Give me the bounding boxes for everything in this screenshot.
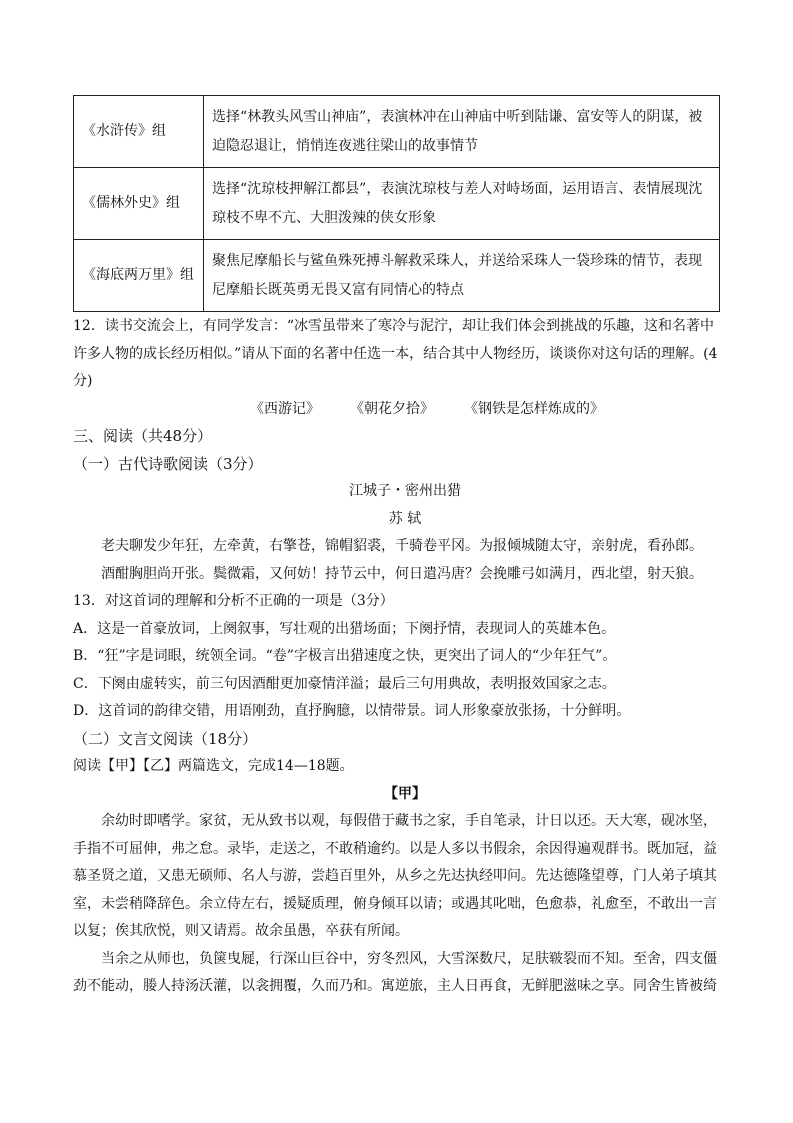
poem-line-1: 老夫聊发少年狂，左牵黄，右擎苍，锦帽貂裘，千骑卷平冈。为报倾城随太守，亲射虎，看孙郎。 [101,538,703,554]
group-name-cell: 《海底两万里》组 [74,240,204,312]
passage-jia-paragraph-2: 当余之从师也，负箧曳屣，行深山巨谷中，穷冬烈风，大雪深数尺，足肤皲裂而不知。至舍，四支僵劲不能动，媵人持汤沃灌，以衾拥覆，久而乃和。寓逆旅，主人日再食，无鲜肥滋味之享。同舍生皆被绮 [73,950,717,994]
part-2-title: （二）文言文阅读（18分） [73,729,258,748]
option-d: D．这首词的韵律交错，用语刚劲，直抒胸臆，以情带景。词人形象豪放张扬，十分鲜明。 [73,703,631,719]
book-title: 《钢铁是怎样炼成的》 [464,400,604,417]
option-c: C．下阕由虚转实，前三句因酒酣更加豪情洋溢；最后三句用典故，表明报效国家之志。 [73,675,616,692]
passage-jia-label: 【甲】 [384,785,426,802]
reading-instructions: 阅读【甲】【乙】两篇选文，完成14—18题。 [73,758,354,774]
group-content-cell: 选择“林教头风雪山神庙”，表演林冲在山神庙中听到陆谦、富安等人的阴谋，被迫隐忍退让，悄悄连夜逃往梁山的故事情节 [204,96,720,168]
option-b: B．“狂”字是词眼，统领全词。“卷”字极言出猎速度之快，更突出了词人的“少年狂气”。 [73,648,617,664]
section-3-title: 三、阅读（共48分） [73,427,213,445]
book-list [131,396,723,424]
group-content-cell: 聚焦尼摩船长与鲨鱼殊死搏斗解救采珠人，并送给采珠人一袋珍珠的情节，表现尼摩船长既英勇无畏又富有同情心的特点 [204,240,720,312]
table-row [74,96,720,168]
question-13-options [73,616,723,726]
poem-line-2: 酒酣胸胆尚开张。鬓微霜，又何妨！持节云中，何日遣冯唐？会挽雕弓如满月，西北望，射天狼。 [101,565,703,582]
passage-jia-paragraph-1: 余幼时即嗜学。家贫，无从致书以观，每假借于藏书之家，手自笔录，计日以还。天大寒，砚冰坚，手指不可屈伸，弗之怠。录毕，走送之，不敢稍逾约。以是人多以书假余，余因得遍观群书。既加冠，益慕圣贤之道，又患无硕师、名人与游，尝趋百里外，从乡之先达执经叩问。先达德隆望尊，门人弟子填其室，未尝稍降辞色。余立侍左右，援疑质理，俯身倾耳以请；或遇其叱咄，色愈恭，礼愈至，不敢出一言以复；俟其欣悦，则又请焉。故余虽愚，卒获有所闻。 [73,813,717,939]
question-12-text: 12．读书交流会上，有同学发言：“冰雪虽带来了寒冷与泥泞，却让我们体会到挑战的乐趣，这和名著中许多人物的成长经历相似。”请从下面的名著中任选一本，结合其中人物经历，谈谈你对这句话的理解。(4分) [73,318,718,389]
table-row [74,168,720,240]
group-content-cell: 选择“沈琼枝押解江都县”，表演沈琼枝与差人对峙场面，运用语言、表情展现沈琼枝不卑不亢、大胆泼辣的侠女形象 [204,168,720,240]
poem-title: 江城子・密州出猎 [349,483,461,499]
option-a: A．这是一首豪放词，上阕叙事，写壮观的出猎场面；下阕抒情，表现词人的英雄本色。 [73,620,616,637]
performance-groups-table [73,95,720,312]
poem-author: 苏 轼 [388,510,422,527]
book-title: 《朝花夕拾》 [350,400,434,417]
part-1-title: （一）古代诗歌阅读（3分） [73,454,263,473]
group-name-cell: 《水浒传》组 [74,96,204,168]
question-13-stem: 13．对这首词的理解和分析不正确的一项是（3分） [73,593,394,609]
question-12 [73,313,723,1001]
table-row [74,240,720,312]
book-title: 《西游记》 [250,400,320,417]
group-name-cell: 《儒林外史》组 [74,168,204,240]
